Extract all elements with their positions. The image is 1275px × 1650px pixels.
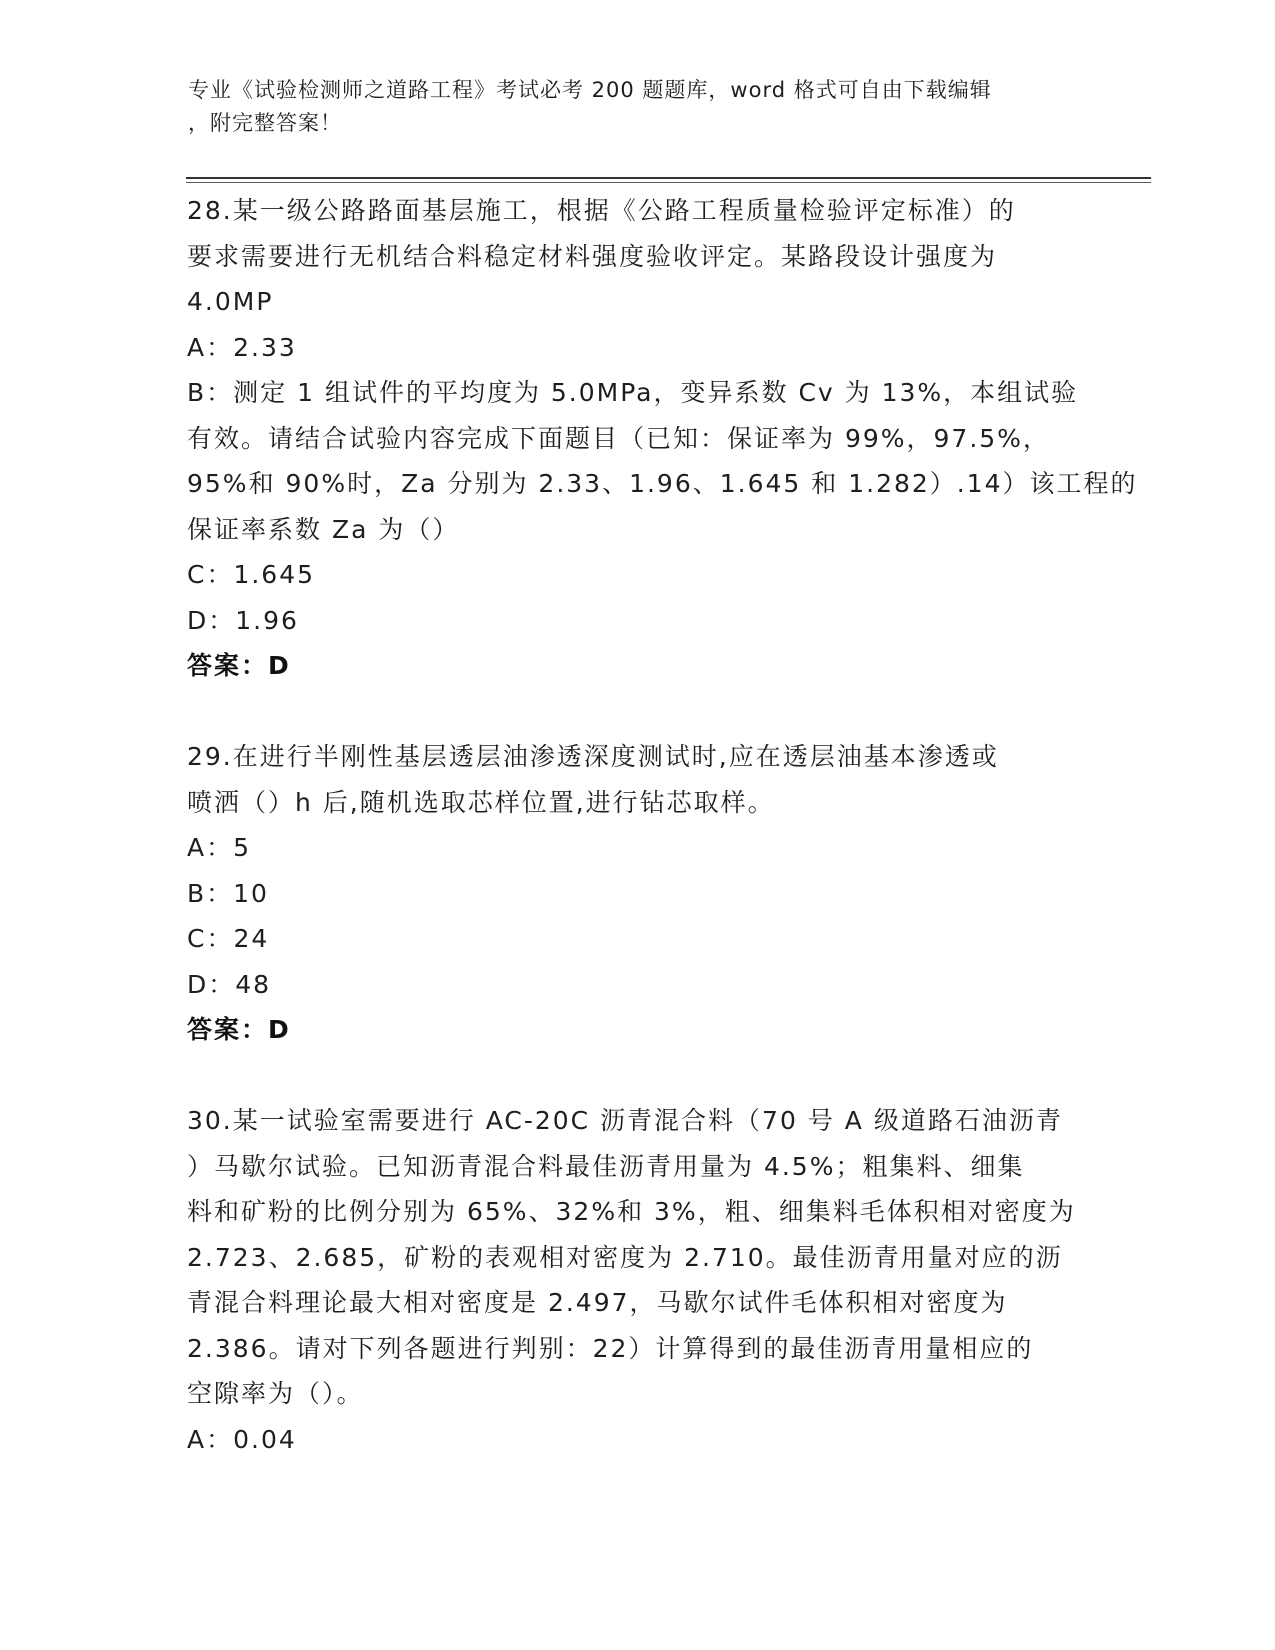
option-a: A：0.04 — [187, 1424, 297, 1454]
option-d: D：1.96 — [187, 605, 299, 635]
option-c: C：24 — [187, 924, 270, 953]
question-text-line: 4.0MP — [187, 287, 274, 316]
option-b-line: 有效。请结合试验内容完成下面题目（已知：保证率为 99%，97.5%， — [187, 423, 1050, 453]
answer-label: 答案：D — [187, 651, 291, 680]
question-text-line: 28.某一级公路路面基层施工，根据《公路工程质量检验评定标准）的 — [187, 196, 1016, 225]
header-divider-thin — [186, 182, 1151, 183]
option-b-line: 保证率系数 Za 为（） — [187, 514, 460, 544]
question-28 — [187, 188, 1138, 689]
question-text-line: 要求需要进行无机结合料稳定材料强度验收评定。某路段设计强度为 — [187, 241, 998, 271]
question-text-line: 2.723、2.685，矿粉的表观相对密度为 2.710。最佳沥青用量对应的沥 — [187, 1242, 1063, 1272]
option-b-line: B：测定 1 组试件的平均度为 5.0MPa，变异系数 Cv 为 13%，本组试验 — [187, 378, 1079, 407]
option-a: A：2.33 — [187, 332, 297, 362]
question-text-line: 料和矿粉的比例分别为 65%、32%和 3%，粗、细集料毛体积相对密度为 — [187, 1197, 1076, 1226]
question-text-line: 29.在进行半刚性基层透层油渗透深度测试时,应在透层油基本渗透或 — [187, 742, 999, 771]
header-line-2: ，附完整答案！ — [188, 111, 342, 135]
question-text-line: 2.386。请对下列各题进行判别：22）计算得到的最佳沥青用量相应的 — [187, 1333, 1034, 1363]
option-b-line: 95%和 90%时，Za 分别为 2.33、1.96、1.645 和 1.282）.14）该工程的 — [187, 469, 1138, 498]
question-text-line: 30.某一试验室需要进行 AC-20C 沥青混合料（70 号 A 级道路石油沥青 — [187, 1106, 1063, 1135]
option-c: C：1.645 — [187, 560, 316, 589]
option-b: B：10 — [187, 878, 269, 908]
question-30 — [187, 1098, 1087, 1462]
question-list — [187, 188, 1138, 1462]
header-divider-thick — [186, 177, 1151, 179]
option-d: D：48 — [187, 969, 272, 999]
question-29 — [187, 734, 1087, 1053]
question-text-line: 空隙率为（）。 — [187, 1379, 364, 1408]
question-text-line: 青混合料理论最大相对密度是 2.497，马歇尔试件毛体积相对密度为 — [187, 1288, 1008, 1317]
document-header — [188, 74, 1068, 140]
question-spacer — [187, 689, 1087, 735]
answer-label: 答案：D — [187, 1015, 291, 1044]
question-text-line: 喷洒（）h 后,随机选取芯样位置,进行钻芯取样。 — [187, 787, 775, 817]
question-spacer — [187, 1053, 1087, 1099]
question-text-line: ）马歇尔试验。已知沥青混合料最佳沥青用量为 4.5%；粗集料、细集 — [187, 1151, 1025, 1181]
header-line-1: 专业《试验检测师之道路工程》考试必考 200 题题库，word 格式可自由下载编辑 — [188, 78, 992, 102]
option-a: A：5 — [187, 833, 252, 862]
